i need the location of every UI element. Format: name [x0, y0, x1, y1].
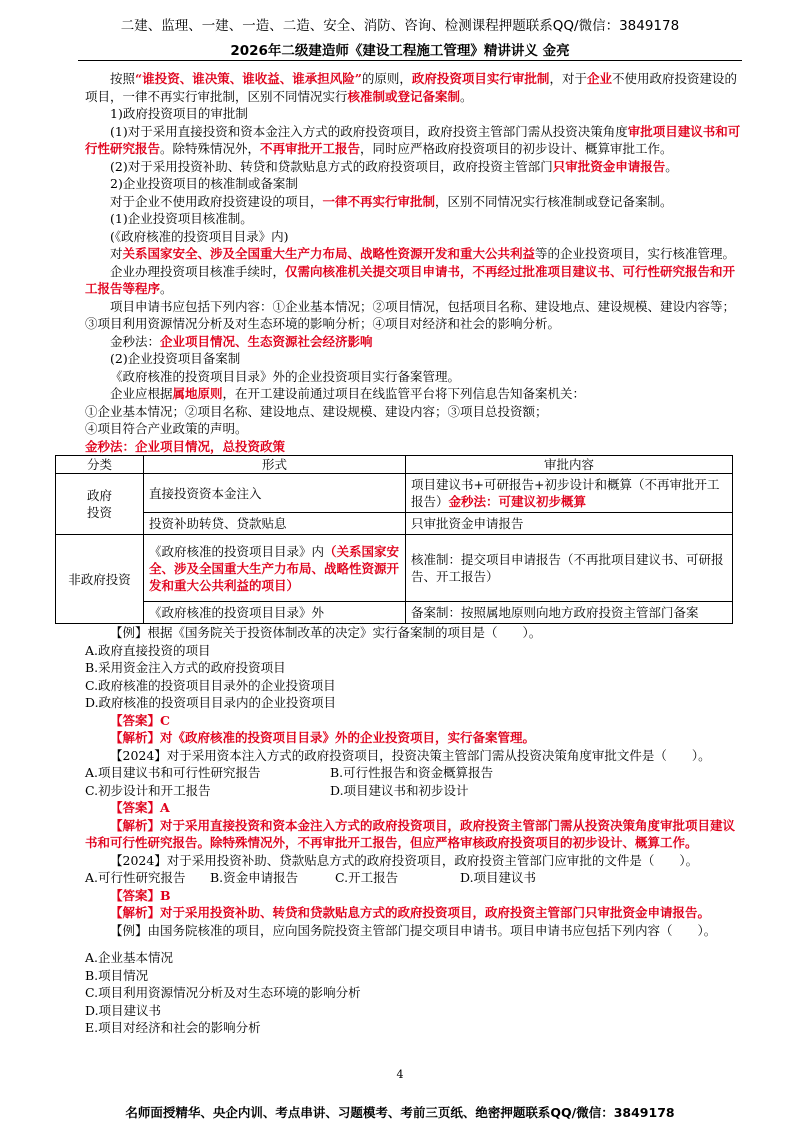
question-1-answer: 【答案】C — [110, 712, 170, 728]
table-cell-category: 非政府投资 — [56, 535, 144, 624]
option: A.政府直接投资的项目 — [85, 642, 211, 658]
subsection-2a-para-3: 项目申请书应包括下列内容：①企业基本情况；②项目情况，包括项目名称、建设地点、建设规模、建设内容等；③项目利用资源情况分析及对生态环境的影响分析；④项目对经济和社会的影响分析。 — [85, 298, 736, 331]
option: C.政府核准的投资项目目录外的企业投资项目 — [85, 677, 336, 693]
table-cell-content: 只审批资金申请报告 — [406, 513, 733, 535]
table-header-row — [56, 456, 733, 474]
subsection-2a-note: (《政府核准的投资项目目录》内) — [110, 228, 289, 244]
table-header-cell: 审批内容 — [406, 456, 733, 474]
subsection-2b-list-2: ④项目符合产业政策的声明。 — [85, 421, 248, 436]
table-cell-category: 政府 投资 — [56, 474, 144, 535]
section-1-para-1: (1)对于采用直接投资和资本金注入方式的政府投资项目，政府投资主管部门需从投资决策角度审批项目建议书和可行性研究报告。除特殊情况外，不再审批开工报告，同时应严格政府投资项目的初步设计、概算审批工作。 — [85, 123, 741, 156]
subsection-2a-para-2: 企业办理投资项目核准手续时，仅需向核准机关提交项目申请书，不再经过批准项目建议书、可行性研究报告和开工报告等程序。 — [85, 263, 736, 296]
option: A.可行性研究报告 — [85, 870, 186, 885]
option: A.企业基本情况 — [85, 950, 174, 965]
option: A.项目建议书和可行性研究报告 — [85, 765, 261, 780]
question-3-answer: 【答案】B — [110, 887, 171, 903]
table-cell-content: 核准制：提交项目申请报告（不再批项目建议书、可研报告、开工报告） — [406, 535, 733, 602]
subsection-2b-para-1: 《政府核准的投资项目目录》外的企业投资项目实行备案管理。 — [110, 368, 461, 384]
question-4-stem: 【例】由国务院核准的项目，应向国务院投资主管部门提交项目申请书。项目申请书应包括下列内容（ ）。 — [110, 922, 717, 938]
mnemonic-1: 金秒法：企业项目情况、生态资源社会经济影响 — [110, 333, 373, 349]
section-1-para-2: (2)对于采用投资补助、转贷和贷款贴息方式的政府投资项目，政府投资主管部门只审批资金申请报告。 — [110, 158, 678, 174]
subsection-2b-list-1: ①企业基本情况；②项目名称、建设地点、建设规模、建设内容；③项目总投资额； — [85, 403, 548, 419]
table-cell-form: 《政府核准的投资项目目录》外 — [144, 602, 406, 624]
question-2-answer: 【答案】A — [110, 800, 170, 815]
question-1-stem: 【例】根据《国务院关于投资体制改革的决定》实行备案制的项目是（ ）。 — [110, 625, 542, 640]
option: C.初步设计和开工报告 — [85, 782, 211, 798]
intro-paragraph: 按照“谁投资、谁决策、谁收益、谁承担风险”的原则，政府投资项目实行审批制，对于企业不使用政府投资建设的项目，一律不再实行审批制，区别不同情况实行核准制或登记备案制。 — [85, 71, 737, 104]
question-3-stem: 【2024】对于采用投资补助、贷款贴息方式的政府投资项目，政府投资主管部门应审批的文件是（ ）。 — [110, 852, 699, 868]
question-2-options — [85, 764, 745, 799]
question-3-options — [85, 869, 745, 887]
table-row — [56, 602, 733, 624]
subsection-2b-heading: (2)企业投资项目备案制 — [110, 351, 241, 366]
subsection-2a-heading: (1)企业投资项目核准制。 — [110, 211, 253, 226]
table-row — [56, 535, 733, 602]
option: B.资金申请报告 — [210, 870, 299, 885]
question-4-options — [85, 949, 745, 1037]
option: D.政府核准的投资项目目录内的企业投资项目 — [85, 695, 337, 710]
main-content — [68, 70, 745, 1037]
option: D.项目建议书 — [460, 870, 537, 885]
section-1-heading: 1)政府投资项目的审批制 — [110, 106, 248, 121]
option: C.项目利用资源情况分析及对生态环境的影响分析 — [85, 985, 361, 1000]
table-row — [56, 513, 733, 535]
question-3-analysis: 【解析】对于采用投资补助、转贷和贷款贴息方式的政府投资项目，政府投资主管部门只审批资金申请报告。 — [110, 905, 711, 920]
page-number: 4 — [396, 1068, 404, 1081]
subsection-2b-para-2: 企业应根据属地原则，在开工建设前通过项目在线监管平台将下列信息告知备案机关： — [110, 386, 586, 401]
footer-contact-line: 名师面授精华、央企内训、考点串讲、习题模考、考前三页纸、绝密押题联系QQ/微信：3849178 — [125, 1105, 675, 1120]
table-cell-form: 直接投资资本金注入 — [144, 474, 406, 513]
question-1-options — [85, 642, 745, 712]
question-2-analysis: 【解析】对于采用直接投资和资本金注入方式的政府投资项目，政府投资主管部门需从投资决策角度审批项目建议书和可行性研究报告。除特殊情况外，不再审批开工报告，但应严格审核政府投资项目的初步设计、概算工作。 — [85, 817, 736, 850]
table-header-cell: 分类 — [56, 456, 144, 474]
option: C.开工报告 — [335, 870, 399, 885]
option: D.项目建议书 — [85, 1002, 162, 1018]
header-rule — [78, 60, 742, 61]
header-contact-line: 二建、监理、一建、一造、二造、安全、消防、咨询、检测课程押题联系QQ/微信：3849178 — [120, 18, 680, 34]
mnemonic-2: 金秒法：企业项目情况，总投资政策 — [85, 438, 286, 454]
approval-comparison-table — [55, 455, 733, 624]
section-2-para-1: 对于企业不使用政府投资建设的项目，一律不再实行审批制，区别不同情况实行核准制或登记备案制。 — [110, 193, 673, 209]
section-2-heading: 2)企业投资项目的核准制或备案制 — [110, 176, 298, 191]
table-header-cell: 形式 — [144, 456, 406, 474]
table-cell-content: 备案制：按照属地原则向地方政府投资主管部门备案 — [406, 602, 733, 624]
table-cell-content: 项目建议书+可研报告+初步设计和概算（不再审批开工报告）金秒法：可建议初步概算 — [406, 474, 733, 513]
question-2-stem: 【2024】对于采用资本注入方式的政府投资项目，投资决策主管部门需从投资决策角度审批文件是（ ）。 — [110, 747, 711, 763]
option: B.采用资金注入方式的政府投资项目 — [85, 660, 286, 675]
table-cell-form: 投资补助转贷、贷款贴息 — [144, 513, 406, 535]
table-cell-form: 《政府核准的投资项目目录》内（关系国家安全、涉及全国重大生产力布局、战略性资源开发和重大公共利益的项目） — [144, 535, 406, 602]
option: B.可行性报告和资金概算报告 — [330, 765, 494, 780]
table-row — [56, 474, 733, 513]
subsection-2a-para-1: 对关系国家安全、涉及全国重大生产力布局、战略性资源开发和重大公共利益等的企业投资项目，实行核准管理。 — [110, 246, 736, 261]
option: D.项目建议书和初步设计 — [330, 782, 469, 798]
document-title: 2026年二级建造师《建设工程施工管理》精讲讲义 金亮 — [230, 43, 570, 59]
option: E.项目对经济和社会的影响分析 — [85, 1020, 261, 1035]
question-1-analysis: 【解析】对《政府核准的投资项目目录》外的企业投资项目，实行备案管理。 — [110, 730, 536, 745]
option: B.项目情况 — [85, 967, 149, 983]
